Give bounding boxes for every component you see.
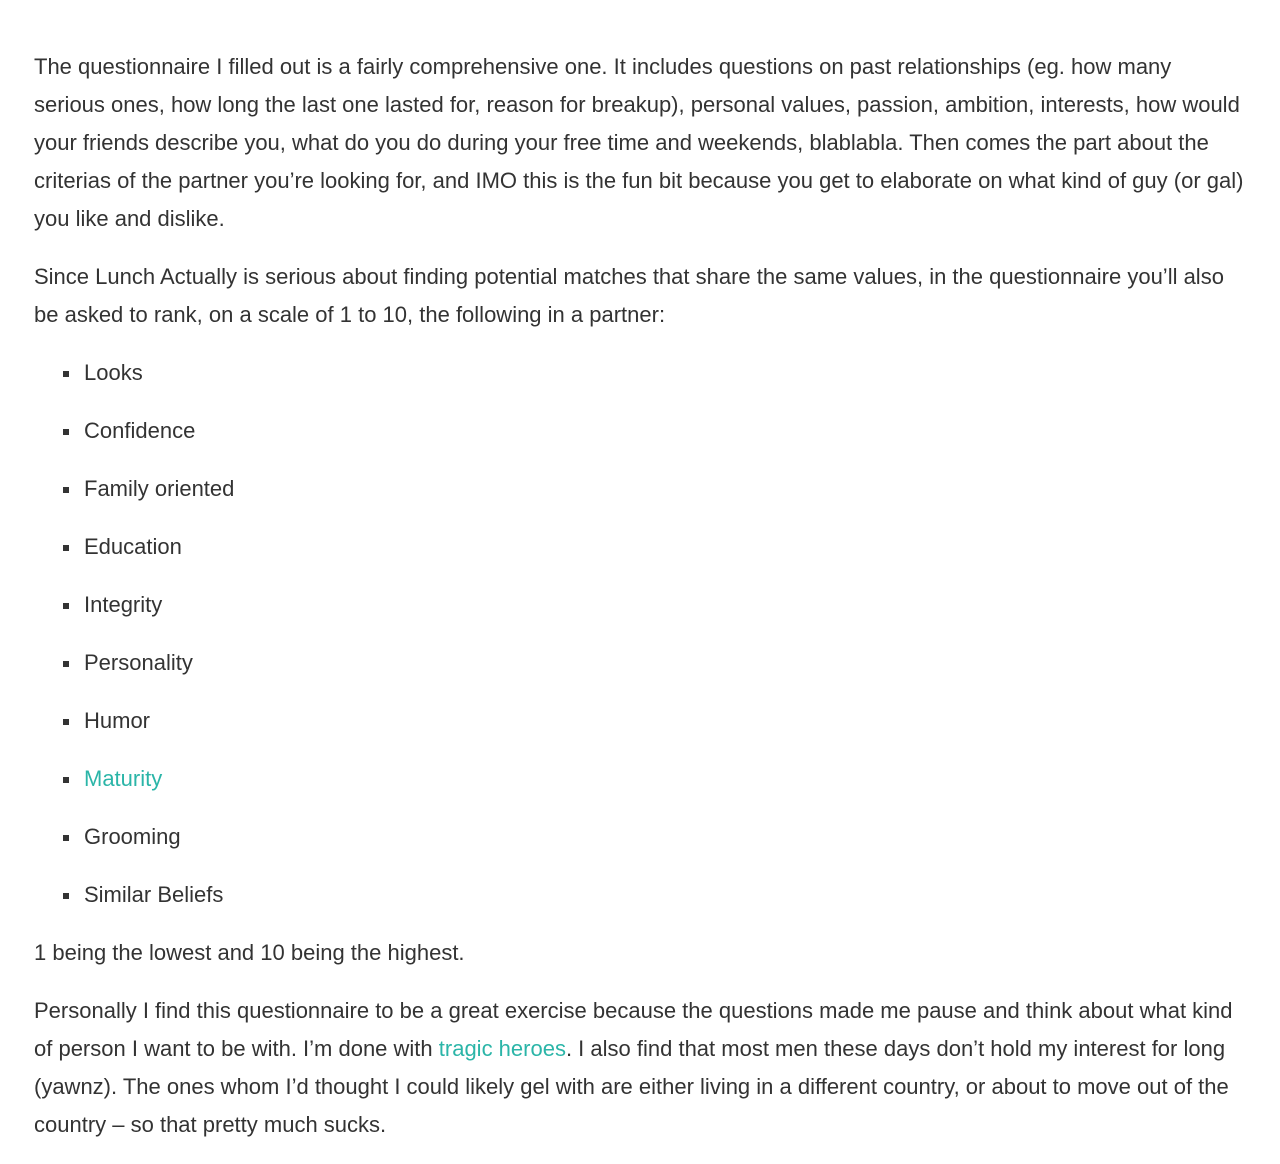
list-item-maturity — [84, 760, 1246, 798]
paragraph-text-after: . I also find that most men these days don’t hold my interest for long (yawnz). The ones whom I’d thought I could likely gel with are either living in a different country, or about to move out of the country – so that pretty much sucks. — [34, 1036, 1229, 1137]
square-bullet-icon — [63, 835, 69, 841]
list-item-label: Education — [84, 534, 182, 559]
square-bullet-icon — [63, 545, 69, 551]
tragic-heroes-link[interactable]: tragic heroes — [438, 1036, 566, 1061]
paragraph-personal — [34, 992, 1246, 1144]
article-body — [34, 48, 1246, 1164]
list-item-education — [84, 528, 1246, 566]
paragraph-ranking: Since Lunch Actually is serious about finding potential matches that share the same values, in the questionnaire you’ll also be asked to rank, on a scale of 1 to 10, the following in a partner: — [34, 264, 1224, 327]
square-bullet-icon — [63, 429, 69, 435]
paragraph-text-before: Personally I find this questionnaire to be a great exercise because the questions made me pause and think about what kind of person I want to be with. I’m done with — [34, 998, 1233, 1061]
list-item-label: Integrity — [84, 592, 163, 617]
square-bullet-icon — [63, 603, 69, 609]
maturity-link[interactable]: Maturity — [84, 766, 163, 791]
list-item-label: Grooming — [84, 824, 181, 849]
list-item-grooming — [84, 818, 1246, 856]
list-item-label: Looks — [84, 360, 143, 385]
list-item-family-oriented — [84, 470, 1246, 508]
list-item-looks — [84, 354, 1246, 392]
square-bullet-icon — [63, 371, 69, 377]
square-bullet-icon — [63, 893, 69, 899]
list-item-label: Similar Beliefs — [84, 882, 224, 907]
list-item-humor — [84, 702, 1246, 740]
square-bullet-icon — [63, 719, 69, 725]
partner-criteria-list — [34, 354, 1246, 914]
list-item-label: Humor — [84, 708, 151, 733]
paragraph-intro: The questionnaire I filled out is a fairly comprehensive one. It includes questions on past relationships (eg. how many serious ones, how long the last one lasted for, reason for breakup), personal values, passion, ambition, interests, how would your friends describe you, what do you do during your free time and weekends, blablabla. Then comes the part about the criterias of the partner you’re looking for, and IMO this is the fun bit because you get to elaborate on what kind of guy (or gal) you like and dislike. — [34, 54, 1244, 231]
list-item-integrity — [84, 586, 1246, 624]
list-item-personality — [84, 644, 1246, 682]
square-bullet-icon — [63, 661, 69, 667]
list-item-label: Confidence — [84, 418, 196, 443]
list-item-confidence — [84, 412, 1246, 450]
square-bullet-icon — [63, 487, 69, 493]
list-item-label: Personality — [84, 650, 193, 675]
square-bullet-icon — [63, 777, 69, 783]
paragraph-scale-note: 1 being the lowest and 10 being the highest. — [34, 940, 465, 965]
list-item-label: Family oriented — [84, 476, 235, 501]
list-item-similar-beliefs — [84, 876, 1246, 914]
